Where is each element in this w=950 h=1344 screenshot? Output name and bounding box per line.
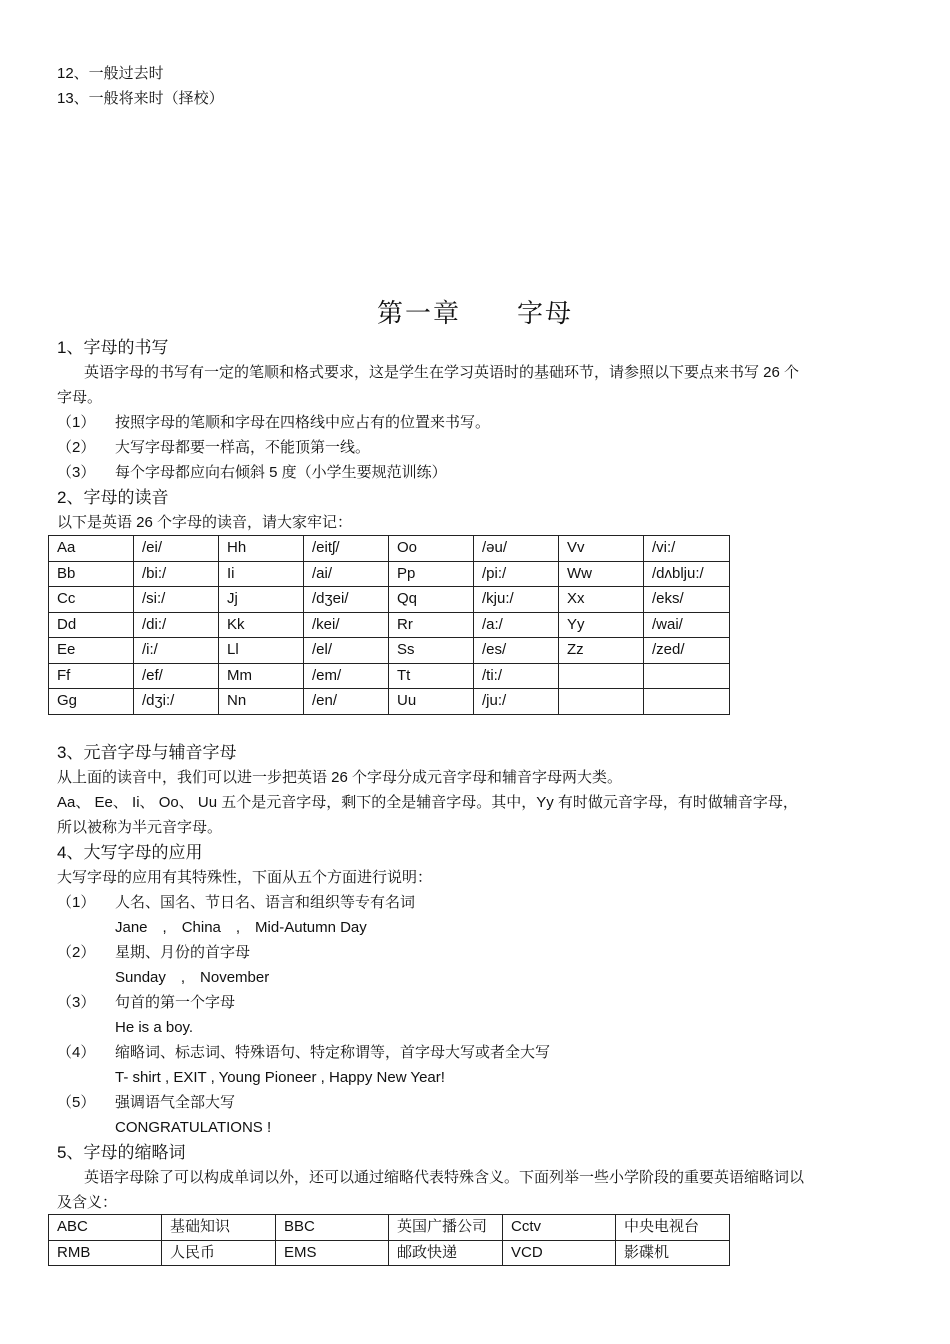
table-cell xyxy=(559,663,644,689)
table-cell: Ll xyxy=(219,638,304,664)
paragraph-line: 及含义： xyxy=(57,1194,118,1211)
table-cell: /ei/ xyxy=(134,536,219,562)
list-text: 缩略词、标志词、特殊语句、特定称谓等，首字母大写或者全大写 xyxy=(115,1044,551,1061)
list-item xyxy=(57,463,447,483)
table-cell: Nn xyxy=(219,689,304,715)
table-cell: /i:/ xyxy=(134,638,219,664)
table-cell: Dd xyxy=(49,612,134,638)
table-row xyxy=(49,663,730,689)
list-text: 强调语气全部大写 xyxy=(115,1094,236,1111)
table-cell: Bb xyxy=(49,561,134,587)
table-cell xyxy=(644,689,730,715)
table-cell: /pi:/ xyxy=(474,561,559,587)
list-item xyxy=(57,413,490,433)
table-row xyxy=(49,561,730,587)
table-cell: Mm xyxy=(219,663,304,689)
table-row xyxy=(49,1240,730,1266)
list-number: （1） xyxy=(57,414,96,431)
list-item xyxy=(57,893,415,913)
table-cell: /ai/ xyxy=(304,561,389,587)
table-cell: Tt xyxy=(389,663,474,689)
list-number: （5） xyxy=(57,1094,96,1111)
table-cell: Qq xyxy=(389,587,474,613)
table-cell: Xx xyxy=(559,587,644,613)
list-item xyxy=(57,943,250,963)
table-cell: Yy xyxy=(559,612,644,638)
table-cell xyxy=(644,663,730,689)
table-row xyxy=(49,689,730,715)
pronunciation-table xyxy=(48,535,730,715)
table-cell: Cc xyxy=(49,587,134,613)
table-cell: Ss xyxy=(389,638,474,664)
table-cell: 人民币 xyxy=(162,1240,276,1266)
table-cell: /kju:/ xyxy=(474,587,559,613)
table-row xyxy=(49,536,730,562)
paragraph-line: 从上面的读音中，我们可以进一步把英语 26 个字母分成元音字母和辅音字母两大类。 xyxy=(57,769,623,786)
table-cell: Aa xyxy=(49,536,134,562)
table-row xyxy=(49,1215,730,1241)
table-row xyxy=(49,638,730,664)
table-cell: VCD xyxy=(503,1240,616,1266)
table-cell: 中央电视台 xyxy=(616,1215,730,1241)
list-number: （2） xyxy=(57,439,96,456)
section-heading: 5、字母的缩略词 xyxy=(57,1143,186,1162)
list-text: 每个字母都应向右倾斜 5 度（小学生要规范训练） xyxy=(115,464,447,481)
table-cell: Gg xyxy=(49,689,134,715)
section-heading: 3、元音字母与辅音字母 xyxy=(57,743,237,762)
table-cell: RMB xyxy=(49,1240,162,1266)
toc-item: 13、一般将来时（择校） xyxy=(57,90,224,107)
table-cell: /bi:/ xyxy=(134,561,219,587)
table-cell: /eitʃ/ xyxy=(304,536,389,562)
list-number: （3） xyxy=(57,994,96,1011)
table-cell: 影碟机 xyxy=(616,1240,730,1266)
table-cell: 基础知识 xyxy=(162,1215,276,1241)
table-cell: Oo xyxy=(389,536,474,562)
paragraph-line: 英语字母的书写有一定的笔顺和格式要求，这是学生在学习英语时的基础环节，请参照以下要点来书写 26 个 xyxy=(84,364,800,381)
table-cell: /a:/ xyxy=(474,612,559,638)
table-cell: /el/ xyxy=(304,638,389,664)
table-cell: Jj xyxy=(219,587,304,613)
table-cell: Ww xyxy=(559,561,644,587)
table-cell: EMS xyxy=(276,1240,389,1266)
paragraph-line: Aa、 Ee、 Ii、 Oo、 Uu 五个是元音字母，剩下的全是辅音字母。其中，Yy 有时做元音字母，有时做辅音字母， xyxy=(57,794,798,811)
table-cell: /es/ xyxy=(474,638,559,664)
table-cell: Ii xyxy=(219,561,304,587)
table-cell: /ti:/ xyxy=(474,663,559,689)
table-cell: /em/ xyxy=(304,663,389,689)
list-number: （1） xyxy=(57,894,96,911)
table-cell: /dʒei/ xyxy=(304,587,389,613)
list-text: 人名、国名、节日名、语言和组织等专有名词 xyxy=(115,894,416,911)
list-text: 句首的第一个字母 xyxy=(115,994,236,1011)
toc-item: 12、一般过去时 xyxy=(57,65,164,82)
section-heading: 2、字母的读音 xyxy=(57,488,169,507)
table-cell: ABC xyxy=(49,1215,162,1241)
table-cell: Hh xyxy=(219,536,304,562)
table-cell: /əu/ xyxy=(474,536,559,562)
example-line: He is a boy. xyxy=(115,1019,194,1036)
list-item xyxy=(57,1093,235,1113)
list-number: （2） xyxy=(57,944,96,961)
table-cell: /dʒi:/ xyxy=(134,689,219,715)
list-text: 星期、月份的首字母 xyxy=(115,944,251,961)
table-cell: Ff xyxy=(49,663,134,689)
table-cell: /kei/ xyxy=(304,612,389,638)
table-cell: Zz xyxy=(559,638,644,664)
table-cell: Ee xyxy=(49,638,134,664)
section-heading: 4、大写字母的应用 xyxy=(57,843,203,862)
table-cell: /si:/ xyxy=(134,587,219,613)
paragraph-line: 以下是英语 26 个字母的读音，请大家牢记： xyxy=(57,514,353,531)
table-cell: BBC xyxy=(276,1215,389,1241)
table-cell: Pp xyxy=(389,561,474,587)
paragraph-line: 字母。 xyxy=(57,389,103,406)
table-cell: 英国广播公司 xyxy=(389,1215,503,1241)
paragraph-line: 大写字母的应用有其特殊性，下面从五个方面进行说明： xyxy=(57,869,433,886)
list-item xyxy=(57,1043,550,1063)
paragraph-line: 所以被称为半元音字母。 xyxy=(57,819,223,836)
table-row xyxy=(49,612,730,638)
example-line: Sunday , November xyxy=(115,969,270,986)
table-cell: /di:/ xyxy=(134,612,219,638)
abbreviation-table xyxy=(48,1214,730,1266)
table-cell: /zed/ xyxy=(644,638,730,664)
list-text: 大写字母都要一样高，不能顶第一线。 xyxy=(115,439,371,456)
example-line: CONGRATULATIONS ! xyxy=(115,1119,272,1136)
section-heading: 1、字母的书写 xyxy=(57,338,169,357)
list-item xyxy=(57,993,235,1013)
example-line: T- shirt , EXIT , Young Pioneer , Happy New Year! xyxy=(115,1069,445,1086)
table-cell: Rr xyxy=(389,612,474,638)
table-row xyxy=(49,587,730,613)
table-cell: Vv xyxy=(559,536,644,562)
table-cell: Uu xyxy=(389,689,474,715)
table-cell: Kk xyxy=(219,612,304,638)
table-cell: /eks/ xyxy=(644,587,730,613)
table-cell xyxy=(559,689,644,715)
table-cell: /vi:/ xyxy=(644,536,730,562)
table-cell: /dʌblju:/ xyxy=(644,561,730,587)
table-cell: Cctv xyxy=(503,1215,616,1241)
chapter-title: 第一章 字母 xyxy=(376,298,573,328)
table-cell: /ju:/ xyxy=(474,689,559,715)
table-cell: 邮政快递 xyxy=(389,1240,503,1266)
list-item xyxy=(57,438,370,458)
table-cell: /ef/ xyxy=(134,663,219,689)
paragraph-line: 英语字母除了可以构成单词以外，还可以通过缩略代表特殊含义。下面列举一些小学阶段的重要英语缩略词以 xyxy=(84,1169,805,1186)
list-number: （3） xyxy=(57,464,96,481)
table-cell: /wai/ xyxy=(644,612,730,638)
example-line: Jane , China , Mid-Autumn Day xyxy=(115,919,367,936)
list-number: （4） xyxy=(57,1044,96,1061)
list-text: 按照字母的笔顺和字母在四格线中应占有的位置来书写。 xyxy=(115,414,491,431)
table-cell: /en/ xyxy=(304,689,389,715)
